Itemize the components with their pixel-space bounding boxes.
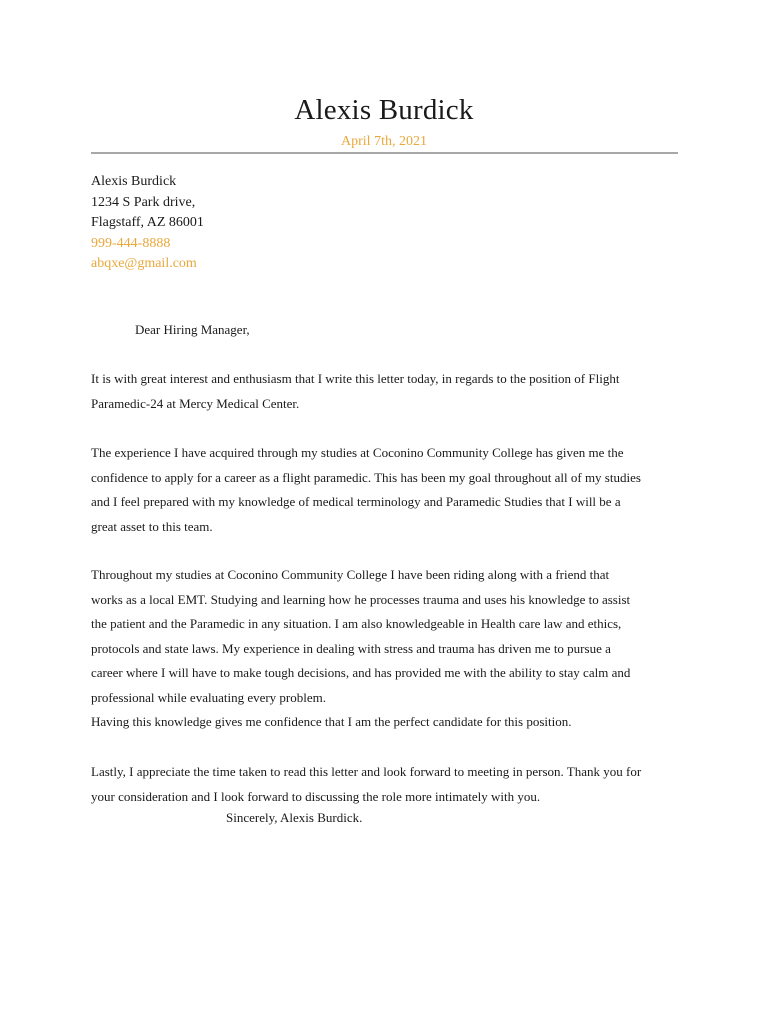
paragraph-line: great asset to this team. bbox=[91, 518, 213, 534]
paragraph-line: career where I will have to make tough decisions, and has provided me with the ability to stay calm and bbox=[91, 665, 631, 680]
paragraph-line: the patient and the Paramedic in any situation. I am also knowledgeable in Health care law and ethics, bbox=[91, 616, 622, 631]
sender-address-block bbox=[91, 172, 204, 275]
sender-name: Alexis Burdick bbox=[91, 174, 177, 189]
body-paragraph-closing bbox=[91, 760, 681, 809]
body-paragraph-confidence bbox=[91, 710, 681, 735]
paragraph-line: works as a local EMT. Studying and learning how he processes trauma and uses his knowledge to assist bbox=[91, 591, 631, 607]
body-paragraph-ride-along bbox=[91, 563, 681, 710]
paragraph-line: Lastly, I appreciate the time taken to read this letter and look forward to meeting in person. Thank you for bbox=[91, 764, 642, 779]
paragraph-line: protocols and state laws. My experience in dealing with stress and trauma has driven me to pursue a bbox=[91, 640, 611, 656]
paragraph-line: It is with great interest and enthusiasm that I write this letter today, in regards to the position of Flight bbox=[91, 371, 620, 386]
paragraph-line: professional while evaluating every problem. bbox=[91, 689, 327, 705]
sender-email: abqxe@gmail.com bbox=[91, 256, 197, 271]
body-paragraph-experience bbox=[91, 441, 681, 539]
paragraph-line: your consideration and I look forward to discussing the role more intimately with you. bbox=[91, 788, 541, 804]
sender-street: 1234 S Park drive, bbox=[91, 194, 196, 210]
paragraph-line: Having this knowledge gives me confidence that I am the perfect candidate for this position. bbox=[91, 714, 572, 729]
paragraph-line: confidence to apply for a career as a flight paramedic. This has been my goal throughout all of my studies bbox=[91, 469, 641, 485]
body-paragraph-intro bbox=[91, 367, 681, 416]
paragraph-line: Paramedic-24 at Mercy Medical Center. bbox=[91, 395, 300, 411]
paragraph-line: Throughout my studies at Coconino Community College I have been riding along with a friend that bbox=[91, 567, 610, 582]
paragraph-line: The experience I have acquired through my studies at Coconino Community College has given me the bbox=[91, 445, 624, 460]
sender-city-state-zip: Flagstaff, AZ 86001 bbox=[91, 215, 204, 230]
salutation: Dear Hiring Manager, bbox=[135, 322, 250, 337]
letter-heading-name: Alexis Burdick bbox=[294, 94, 474, 126]
letter-date: April 7th, 2021 bbox=[341, 134, 427, 149]
signature-closing: Sincerely, Alexis Burdick. bbox=[226, 810, 363, 825]
header-divider bbox=[91, 152, 678, 154]
sender-phone: 999-444-8888 bbox=[91, 235, 171, 251]
paragraph-line: and I feel prepared with my knowledge of medical terminology and Paramedic Studies that I will be a bbox=[91, 494, 621, 509]
